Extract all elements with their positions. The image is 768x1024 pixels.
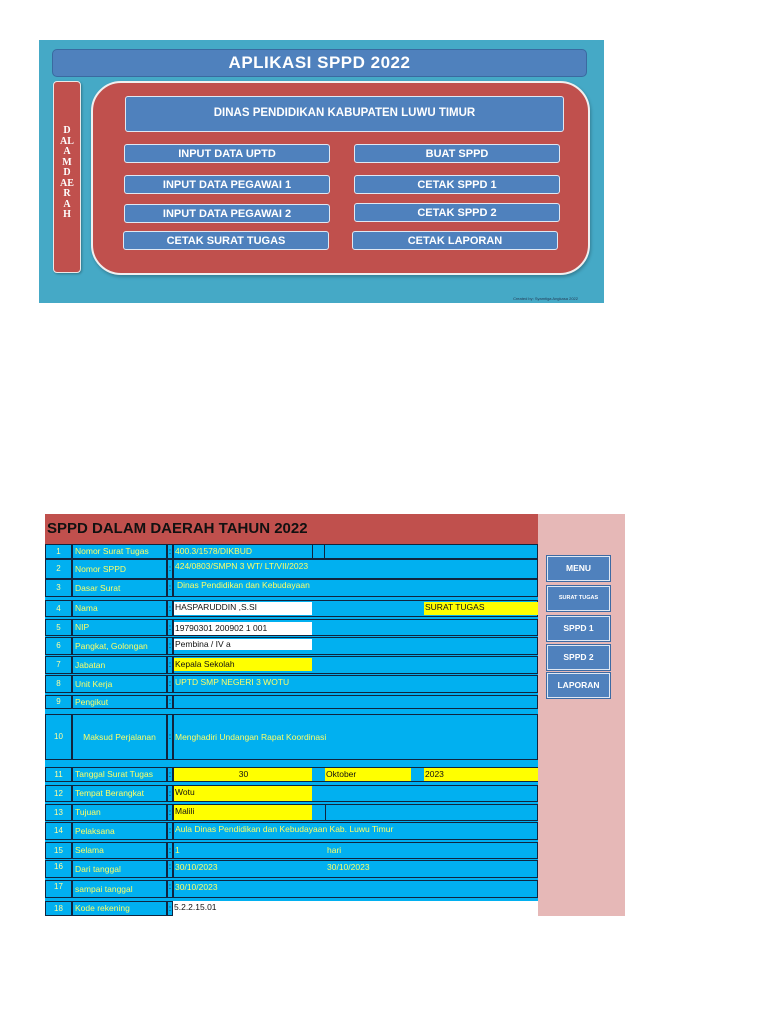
nama-field[interactable]: HASPARUDDIN ,S.SI [174, 602, 312, 615]
menu-button[interactable]: MENU [547, 556, 610, 581]
form-row-pelaksana [45, 822, 538, 840]
selama-unit-label: hari [327, 845, 342, 855]
row-separator: : [167, 804, 173, 821]
kode-rekening-field[interactable]: 5.2.2.15.01 [173, 901, 311, 916]
row-separator: : [167, 860, 173, 878]
row-value-cell [173, 822, 538, 840]
row-separator: : [167, 544, 173, 559]
row-value-cell [173, 695, 538, 709]
form-row-jabatan [45, 656, 538, 674]
row-value-cell [173, 785, 538, 802]
row-value-cell [173, 559, 538, 579]
sampai-tanggal-field[interactable]: 30/10/2023 [175, 882, 218, 892]
row-label: Dari tanggal [72, 860, 167, 878]
row-number: 12 [45, 785, 72, 802]
row-value-cell [173, 579, 538, 597]
input-data-pegawai-1-button[interactable]: INPUT DATA PEGAWAI 1 [124, 175, 330, 194]
form-row-nomor-sppd [45, 559, 538, 579]
row-value-cell [173, 656, 538, 674]
credit-text: Created by: Syamtiga Angkasa 2022 [513, 296, 578, 301]
surat-tugas-label: SURAT TUGAS [424, 602, 538, 615]
row-label: Unit Kerja [72, 675, 167, 693]
cetak-laporan-button[interactable]: CETAK LAPORAN [352, 231, 558, 250]
row-label: Tempat Berangkat [72, 785, 167, 802]
side-label-line: D [63, 125, 71, 136]
row-number: 9 [45, 695, 72, 709]
row-separator: : [167, 842, 173, 859]
row-label: NIP [72, 619, 167, 636]
row-number: 16 [45, 860, 72, 878]
side-label-line: D [63, 167, 71, 178]
row-label: Tujuan [72, 804, 167, 821]
form-row-dari-tanggal [45, 860, 538, 878]
form-row-kode-rekening [45, 901, 538, 916]
row-number: 14 [45, 822, 72, 840]
form-row-pangkat-golongan [45, 637, 538, 655]
nomor-sppd-field[interactable]: 424/0803/SMPN 3 WT/ LT/VII/2023 [175, 561, 309, 571]
row-value-cell [173, 714, 538, 760]
menu-panel [91, 81, 590, 275]
row-separator: : [167, 901, 173, 916]
row-number: 8 [45, 675, 72, 693]
form-row-unit-kerja [45, 675, 538, 693]
sppd-2-button[interactable]: SPPD 2 [547, 645, 610, 670]
row-label: Selama [72, 842, 167, 859]
sppd-1-button[interactable]: SPPD 1 [547, 616, 610, 641]
row-label: sampai tanggal [72, 880, 167, 898]
side-label-line: AE [60, 177, 74, 189]
row-separator: : [167, 579, 173, 597]
side-label-line: A [63, 146, 71, 157]
nomor-surat-tugas-field[interactable]: 400.3/1578/DIKBUD [175, 546, 253, 556]
row-label: Jabatan [72, 656, 167, 674]
row-number: 17 [45, 880, 72, 898]
row-separator: : [167, 619, 173, 636]
tanggal-day-field[interactable]: 30 [174, 768, 312, 781]
cetak-surat-tugas-button[interactable]: CETAK SURAT TUGAS [123, 231, 329, 250]
form-row-tempat-berangkat [45, 785, 538, 802]
tanggal-year-field[interactable]: 2023 [424, 768, 538, 781]
row-label: Nama [72, 600, 167, 617]
side-label-line: H [63, 209, 71, 220]
side-label-line: A [63, 198, 71, 210]
row-number: 15 [45, 842, 72, 859]
row-value-cell [173, 901, 538, 916]
form-row-tujuan [45, 804, 538, 821]
nip-field[interactable]: 19790301 200902 1 001 [174, 622, 312, 635]
pengikut-field[interactable] [174, 696, 474, 708]
side-label-line: R [63, 188, 71, 199]
buat-sppd-button[interactable]: BUAT SPPD [354, 144, 560, 163]
row-separator: : [167, 675, 173, 693]
row-number: 10 [45, 714, 72, 760]
row-number: 1 [45, 544, 72, 559]
row-separator: : [167, 767, 173, 782]
dinas-banner: DINAS PENDIDIKAN KABUPATEN LUWU TIMUR [125, 96, 564, 132]
row-label: Maksud Perjalanan [72, 714, 167, 760]
input-data-uptd-button[interactable]: INPUT DATA UPTD [124, 144, 330, 163]
tujuan-field[interactable]: Malili [174, 805, 312, 820]
cetak-sppd-2-button[interactable]: CETAK SPPD 2 [354, 203, 560, 222]
laporan-button[interactable]: LAPORAN [547, 673, 610, 698]
row-value-cell [173, 804, 538, 821]
row-separator: : [167, 785, 173, 802]
form-row-sampai-tanggal [45, 880, 538, 898]
row-separator: : [167, 600, 173, 617]
unit-kerja-field[interactable]: UPTD SMP NEGERI 3 WOTU [175, 677, 290, 687]
tanggal-month-field[interactable]: Oktober [325, 768, 411, 781]
row-value-cell [173, 767, 538, 782]
cetak-sppd-1-button[interactable]: CETAK SPPD 1 [354, 175, 560, 194]
row-label: Tanggal Surat Tugas [72, 767, 167, 782]
pelaksana-field[interactable]: Aula Dinas Pendidikan dan Kebudayaan Kab. Luwu Timur [175, 824, 394, 834]
dasar-surat-field[interactable]: Dinas Pendidikan dan Kebudayaan [177, 580, 310, 590]
row-label: Pangkat, Golongan [72, 637, 167, 655]
pangkat-golongan-field[interactable]: Pembina / IV a [174, 639, 312, 650]
sppd-form [45, 514, 538, 916]
dari-tanggal-field[interactable]: 30/10/2023 [175, 862, 218, 872]
row-label: Nomor SPPD [72, 559, 167, 579]
row-number: 4 [45, 600, 72, 617]
row-number: 7 [45, 656, 72, 674]
row-number: 5 [45, 619, 72, 636]
dashboard-panel [39, 40, 604, 303]
form-row-pengikut [45, 695, 538, 709]
row-separator: : [167, 714, 173, 760]
app-title: APLIKASI SPPD 2022 [52, 49, 587, 77]
surat-tugas-button[interactable]: SURAT TUGAS [547, 586, 610, 611]
form-row-tanggal-surat-tugas [45, 767, 538, 782]
row-number: 13 [45, 804, 72, 821]
row-value-cell [173, 619, 538, 636]
side-label-text [54, 126, 80, 221]
dari-tanggal-copy: 30/10/2023 [327, 862, 370, 872]
side-label-line: AL [60, 135, 74, 147]
tempat-berangkat-field[interactable]: Wotu [174, 786, 312, 801]
row-value-cell [173, 860, 538, 878]
side-label-banner [53, 81, 81, 273]
row-number: 11 [45, 767, 72, 782]
row-separator: : [167, 822, 173, 840]
form-row-dasar-surat [45, 579, 538, 597]
row-value-cell [173, 544, 538, 559]
row-value-cell [173, 842, 538, 859]
input-data-pegawai-2-button[interactable]: INPUT DATA PEGAWAI 2 [124, 204, 330, 223]
maksud-perjalanan-field[interactable]: Menghadiri Undangan Rapat Koordinasi [175, 732, 327, 742]
row-label: Pelaksana [72, 822, 167, 840]
side-label-line: M [62, 156, 72, 168]
row-number: 18 [45, 901, 72, 916]
row-separator: : [167, 559, 173, 579]
row-value-cell [173, 675, 538, 693]
form-title: SPPD DALAM DAERAH TAHUN 2022 [45, 514, 538, 544]
form-row-nomor-surat-tugas [45, 544, 538, 559]
row-label: Kode rekening [72, 901, 167, 916]
jabatan-field[interactable]: Kepala Sekolah [174, 658, 312, 671]
selama-field[interactable]: 1 [175, 845, 180, 855]
form-row-selama [45, 842, 538, 859]
row-number: 3 [45, 579, 72, 597]
form-row-maksud-perjalanan [45, 714, 538, 760]
row-separator: : [167, 695, 173, 709]
row-label: Nomor Surat Tugas [72, 544, 167, 559]
row-value-cell [173, 880, 538, 898]
side-navigation [538, 514, 625, 916]
form-row-nip [45, 619, 538, 636]
row-separator: : [167, 880, 173, 898]
form-row-nama [45, 600, 538, 617]
row-number: 6 [45, 637, 72, 655]
row-separator: : [167, 637, 173, 655]
row-label: Dasar Surat [72, 579, 167, 597]
row-number: 2 [45, 559, 72, 579]
row-separator: : [167, 656, 173, 674]
row-value-cell [173, 637, 538, 655]
row-label: Pengikut [72, 695, 167, 709]
row-value-cell [173, 600, 538, 617]
